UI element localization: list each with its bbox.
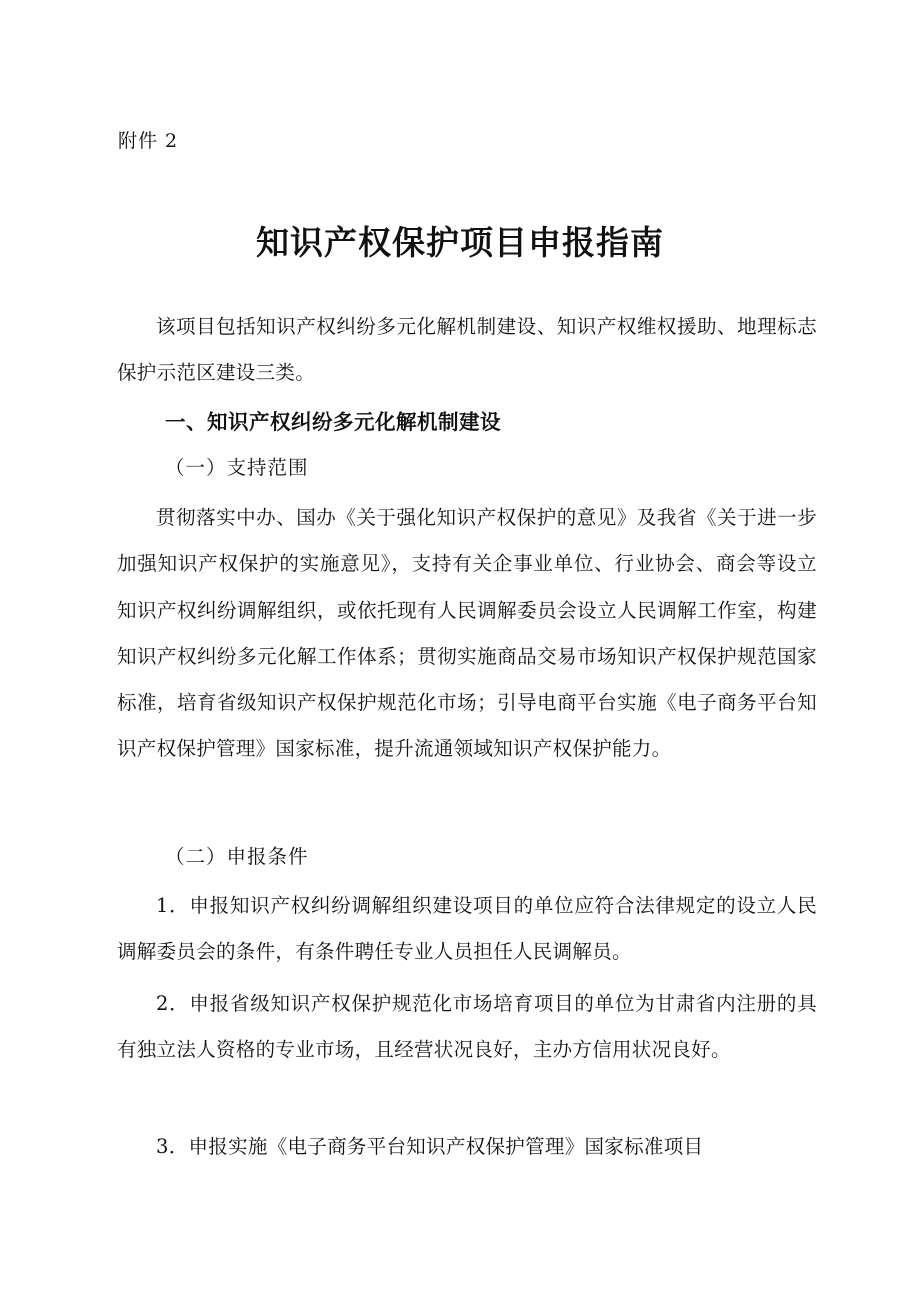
condition-item-2: 2．申报省级知识产权保护规范化市场培育项目的单位为甘肃省内注册的具有独立法人资格的专业市场，且经营状况良好，主办方信用状况良好。 [117, 992, 817, 1062]
attachment-label: 附件 2 [118, 130, 179, 152]
section-1-heading: 一、知识产权纠纷多元化解机制建设 [165, 410, 501, 434]
condition-item-1: 1．申报知识产权纠纷调解组织建设项目的单位应符合法律规定的设立人民调解委员会的条件，有条件聘任专业人员担任人民调解员。 [117, 894, 817, 964]
support-scope-paragraph: 贯彻落实中办、国办《关于强化知识产权保护的意见》及我省《关于进一步加强知识产权保护的实施意见》，支持有关企事业单位、行业协会、商会等设立知识产权纠纷调解组织，或依托现有人民调解委员会设立人民调解工作室，构建知识产权纠纷多元化解工作体系；贯彻实施商品交易市场知识产权保护规范国家标准，培育省级知识产权保护规范化市场；引导电商平台实施《电子商务平台知识产权保护管理》国家标准，提升流通领域知识产权保护能力。 [117, 506, 817, 761]
document-title: 知识产权保护项目申报指南 [256, 223, 664, 262]
condition-item-3: 3．申报实施《电子商务平台知识产权保护管理》国家标准项目 [156, 1135, 704, 1158]
intro-paragraph: 该项目包括知识产权纠纷多元化解机制建设、知识产权维权援助、地理标志保护示范区建设三类。 [117, 315, 817, 385]
support-scope-heading: （一）支持范围 [165, 456, 309, 479]
conditions-heading: （二）申报条件 [165, 845, 309, 868]
